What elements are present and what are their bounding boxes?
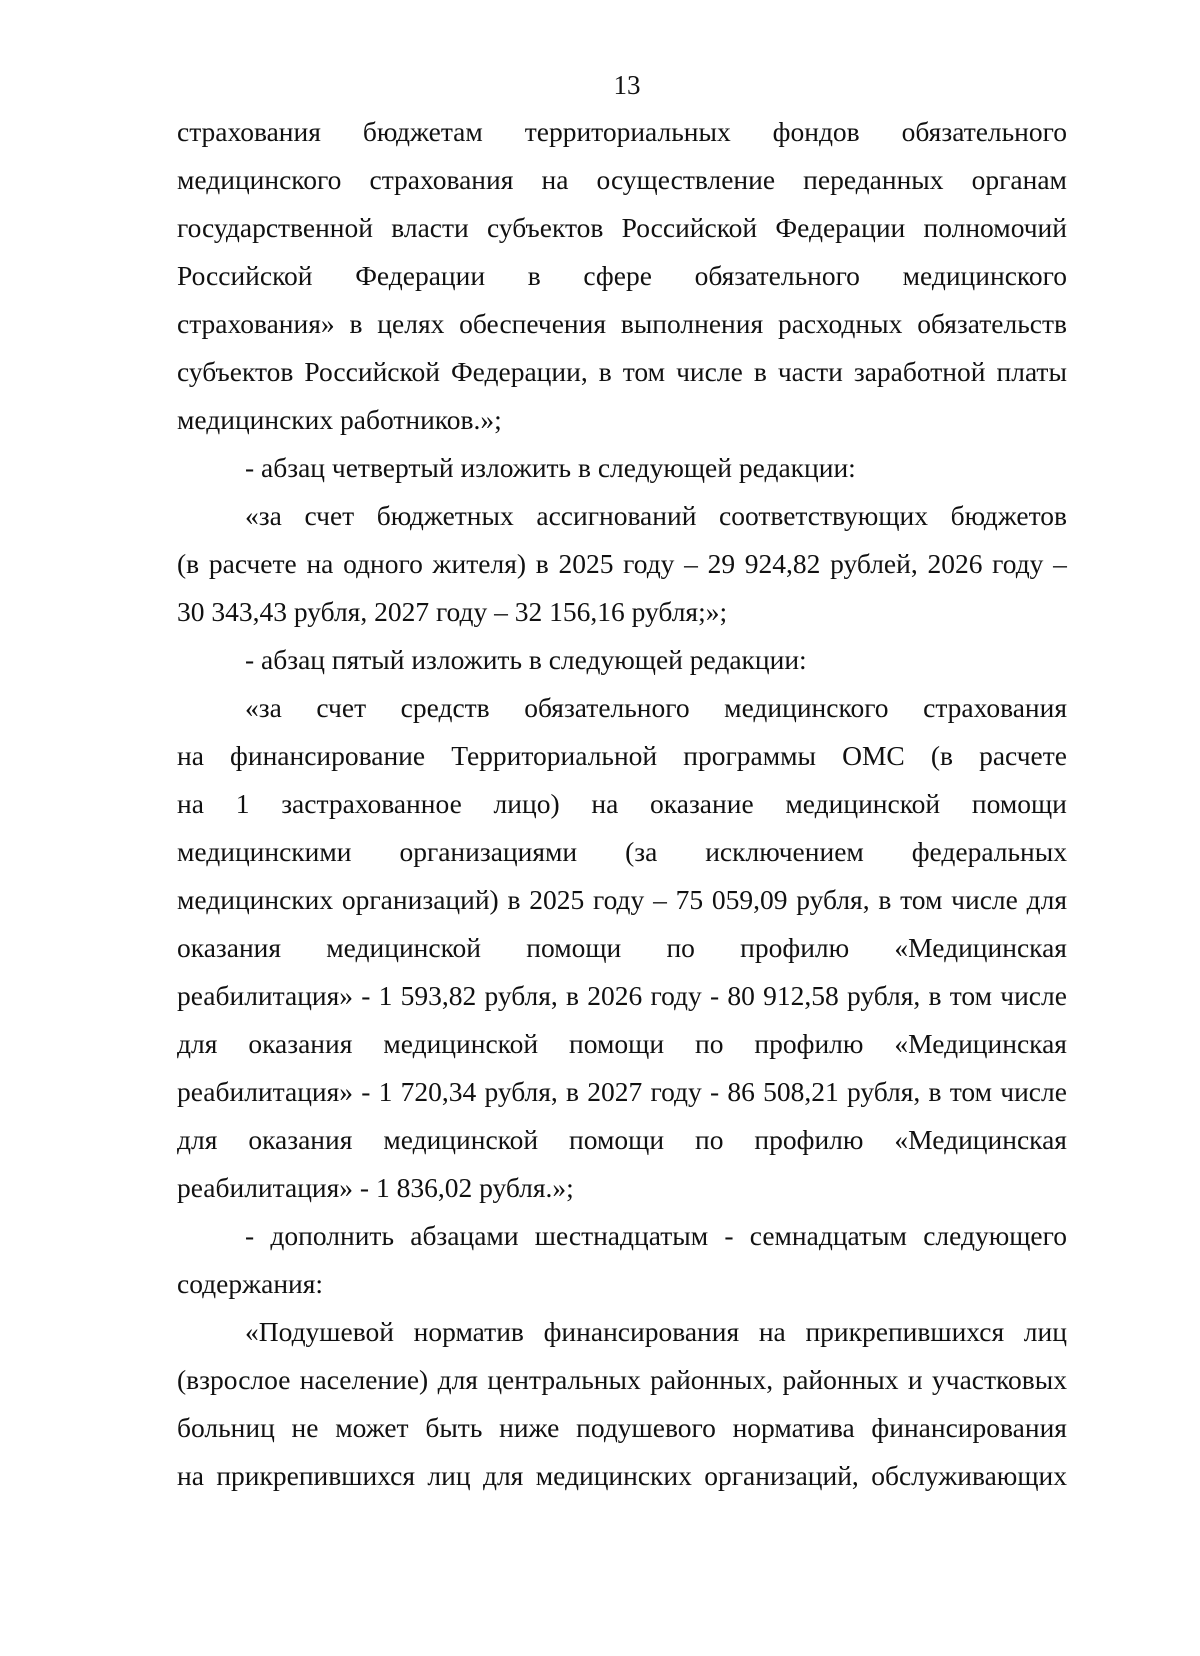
word: жителя): [432, 548, 527, 579]
word: районных: [782, 1364, 899, 1395]
text-line: [177, 972, 1067, 1020]
word: Федерации: [355, 260, 486, 291]
word: медицинской: [326, 932, 482, 963]
word: бюджетных: [376, 500, 514, 531]
word: медицинского: [902, 260, 1067, 291]
word: население): [299, 1364, 429, 1395]
word: части: [777, 356, 843, 387]
word: бюджетам: [362, 116, 483, 147]
word: обязательного: [524, 692, 690, 723]
word: медицинской: [383, 1124, 539, 1155]
word: «Медицинская: [894, 1028, 1067, 1059]
text-line: [177, 252, 1067, 300]
word: -: [709, 980, 720, 1011]
text-line: [177, 876, 1067, 924]
word: на: [177, 740, 204, 771]
word: прикрепившихся: [805, 1316, 1005, 1347]
word: (в: [930, 740, 953, 771]
word: субъектов: [177, 356, 294, 387]
word: в: [507, 884, 521, 915]
word: оказание: [650, 788, 754, 819]
word: страхования: [923, 692, 1067, 723]
word: 2026: [927, 548, 983, 579]
word: 80: [727, 980, 755, 1011]
word: счет: [316, 692, 367, 723]
text-line: [177, 1452, 1067, 1500]
word: (в: [177, 548, 200, 579]
word: помощи: [526, 932, 622, 963]
word: –: [684, 548, 698, 579]
word: финансирование: [230, 740, 426, 771]
word: для: [177, 1124, 218, 1155]
word: -: [245, 1220, 255, 1251]
word: 2025: [558, 548, 614, 579]
word: рубля,: [796, 884, 870, 915]
word: рубля,: [484, 1076, 558, 1107]
word: 593,82: [400, 980, 477, 1011]
word: медицинских: [177, 884, 334, 915]
text-line: [177, 1068, 1067, 1116]
word: рубля,: [484, 980, 558, 1011]
word: страхования»: [177, 308, 335, 339]
text-line: [177, 156, 1067, 204]
word: 2026: [587, 980, 643, 1011]
word: застрахованное: [281, 788, 462, 819]
word: страхования: [177, 116, 321, 147]
text-line: [177, 828, 1067, 876]
word: «за: [245, 692, 282, 723]
word: рублей,: [830, 548, 918, 579]
word: фондов: [772, 116, 860, 147]
word: организаций,: [704, 1460, 859, 1491]
word: сфере: [583, 260, 652, 291]
word: 2025: [529, 884, 585, 915]
word: профилю: [740, 932, 850, 963]
word: по: [666, 932, 695, 963]
word: -: [709, 1076, 720, 1107]
word: обеспечения: [459, 308, 607, 339]
word: районных,: [650, 1364, 774, 1395]
word: 720,34: [400, 1076, 477, 1107]
word: на: [541, 164, 569, 195]
word: организациями: [399, 836, 578, 867]
word: на: [177, 788, 204, 819]
word: «Медицинская: [894, 932, 1067, 963]
word: лиц: [427, 1460, 471, 1491]
word: Федерации: [775, 212, 906, 243]
word: Российской: [177, 260, 313, 291]
text-line: 30 343,43 рубля, 2027 году – 32 156,16 рубля;»;: [177, 596, 728, 627]
word: органам: [971, 164, 1067, 195]
word: одного: [343, 548, 423, 579]
word: (взрослое: [177, 1364, 291, 1395]
word: норматива: [732, 1412, 855, 1443]
word: расчете: [208, 548, 297, 579]
word: финансирования: [543, 1316, 740, 1347]
text-line: [177, 204, 1067, 252]
word: реабилитация»: [177, 1076, 354, 1107]
word: для: [1026, 884, 1067, 915]
page-number: 13: [613, 70, 641, 100]
text-line: [177, 300, 1067, 348]
word: числе: [676, 356, 743, 387]
word: медицинской: [383, 1028, 539, 1059]
text-line: [177, 1116, 1067, 1164]
word: прикрепившихся: [216, 1460, 415, 1491]
word: расчете: [979, 740, 1067, 771]
word: по: [695, 1028, 724, 1059]
word: норматив: [413, 1316, 524, 1347]
word: шестнадцатым: [534, 1220, 709, 1251]
word: субъектов: [487, 212, 604, 243]
word: ассигнований: [536, 500, 697, 531]
word: рубля,: [846, 980, 921, 1011]
word: государственной: [177, 212, 373, 243]
word: профилю: [754, 1028, 864, 1059]
word: не: [291, 1412, 319, 1443]
word: профилю: [754, 1124, 864, 1155]
word: заработной: [853, 356, 986, 387]
word: в: [566, 980, 580, 1011]
word: подушевого: [576, 1412, 716, 1443]
word: 86: [727, 1076, 755, 1107]
word: бюджетов: [950, 500, 1067, 531]
word: Российской: [304, 356, 440, 387]
word: организаций): [341, 884, 499, 915]
word: в: [878, 884, 892, 915]
text-line: [177, 492, 1067, 540]
word: обязательств: [917, 308, 1067, 339]
word: на: [177, 1460, 204, 1491]
word: переданных: [803, 164, 944, 195]
word: в: [527, 260, 541, 291]
word: обязательного: [901, 116, 1067, 147]
word: Территориальной: [451, 740, 658, 771]
word: ниже: [499, 1412, 560, 1443]
word: может: [335, 1412, 409, 1443]
text-line: [177, 1308, 1067, 1356]
text-line: [177, 924, 1067, 972]
word: -: [361, 1076, 371, 1107]
word: году: [650, 1076, 702, 1107]
word: программы: [683, 740, 816, 771]
word: в: [598, 356, 612, 387]
word: средств: [400, 692, 490, 723]
word: 1: [235, 788, 250, 819]
word: полномочий: [923, 212, 1067, 243]
text-line: [177, 540, 1067, 588]
word: том: [949, 1076, 993, 1107]
word: и: [907, 1364, 923, 1395]
word: на: [758, 1316, 786, 1347]
word: Федерации,: [450, 356, 588, 387]
word: в: [349, 308, 363, 339]
word: числе: [951, 884, 1018, 915]
word: участковых: [932, 1364, 1067, 1395]
word: 1: [378, 1076, 393, 1107]
word: территориальных: [524, 116, 731, 147]
word: исключением: [705, 836, 864, 867]
word: целях: [377, 308, 445, 339]
word: соответствующих: [719, 500, 928, 531]
word: году: [650, 980, 702, 1011]
word: (за: [625, 836, 658, 867]
word: 059,09: [711, 884, 788, 915]
word: абзацами: [410, 1220, 519, 1251]
text-line: [177, 684, 1067, 732]
word: году: [623, 548, 675, 579]
text-line: [177, 1356, 1067, 1404]
word: по: [695, 1124, 724, 1155]
text-line: [177, 1212, 1067, 1260]
word: реабилитация»: [177, 980, 354, 1011]
word: том: [949, 980, 993, 1011]
word: -: [361, 980, 371, 1011]
word: помощи: [569, 1028, 665, 1059]
word: помощи: [971, 788, 1067, 819]
word: лицо): [493, 788, 560, 819]
text-line: [177, 108, 1067, 156]
word: том: [622, 356, 666, 387]
word: Российской: [621, 212, 758, 243]
text-line: [177, 1404, 1067, 1452]
word: 924,82: [744, 548, 821, 579]
word: медицинских: [535, 1460, 692, 1491]
word: счет: [304, 500, 355, 531]
word: в: [928, 1076, 942, 1107]
text-line: медицинских работников.»;: [177, 404, 502, 435]
word: 912,58: [763, 980, 839, 1011]
word: следующего: [923, 1220, 1067, 1251]
text-line: [177, 1020, 1067, 1068]
word: «Медицинская: [894, 1124, 1067, 1155]
word: финансирования: [871, 1412, 1067, 1443]
word: 2027: [587, 1076, 643, 1107]
word: –: [653, 884, 667, 915]
word: страхования: [369, 164, 514, 195]
word: для: [437, 1364, 478, 1395]
word: рубля,: [846, 1076, 921, 1107]
word: числе: [1000, 980, 1067, 1011]
word: быть: [425, 1412, 483, 1443]
text-line: содержания:: [177, 1268, 324, 1299]
word: медицинскими: [177, 836, 352, 867]
word: медицинской: [785, 788, 941, 819]
word: обязательного: [694, 260, 860, 291]
word: медицинского: [724, 692, 889, 723]
word: выполнения: [620, 308, 764, 339]
text-line: [177, 348, 1067, 396]
word: том: [900, 884, 943, 915]
text-line: - абзац пятый изложить в следующей редакции:: [245, 644, 807, 675]
word: больниц: [177, 1412, 275, 1443]
word: лиц: [1023, 1316, 1067, 1347]
word: оказания: [177, 932, 282, 963]
word: в: [753, 356, 767, 387]
word: платы: [996, 356, 1067, 387]
word: семнадцатым: [749, 1220, 907, 1251]
text-line: реабилитация» - 1 836,02 рубля.»;: [177, 1172, 574, 1203]
word: 508,21: [763, 1076, 839, 1107]
word: осуществление: [596, 164, 776, 195]
document-body: [177, 108, 1067, 1500]
word: 29: [707, 548, 736, 579]
text-line: [177, 780, 1067, 828]
word: для: [177, 1028, 218, 1059]
word: оказания: [248, 1028, 353, 1059]
word: году: [593, 884, 645, 915]
word: на: [306, 548, 334, 579]
word: на: [591, 788, 619, 819]
word: «Подушевой: [245, 1316, 394, 1347]
word: 1: [378, 980, 393, 1011]
word: в: [566, 1076, 580, 1107]
word: в: [535, 548, 549, 579]
word: центральных: [487, 1364, 641, 1395]
word: для: [482, 1460, 524, 1491]
word: расходных: [777, 308, 903, 339]
word: медицинского: [177, 164, 342, 195]
word: числе: [1000, 1076, 1067, 1107]
word: оказания: [248, 1124, 353, 1155]
word: -: [724, 1220, 734, 1251]
word: обслуживающих: [871, 1460, 1067, 1491]
word: ОМС: [842, 740, 905, 771]
word: в: [928, 980, 942, 1011]
word: –: [1053, 548, 1067, 579]
text-line: [177, 732, 1067, 780]
word: федеральных: [911, 836, 1067, 867]
word: помощи: [569, 1124, 665, 1155]
word: власти: [391, 212, 469, 243]
word: дополнить: [270, 1220, 394, 1251]
word: «за: [245, 500, 282, 531]
word: 75: [675, 884, 704, 915]
text-line: - абзац четвертый изложить в следующей редакции:: [245, 452, 856, 483]
word: году: [992, 548, 1044, 579]
